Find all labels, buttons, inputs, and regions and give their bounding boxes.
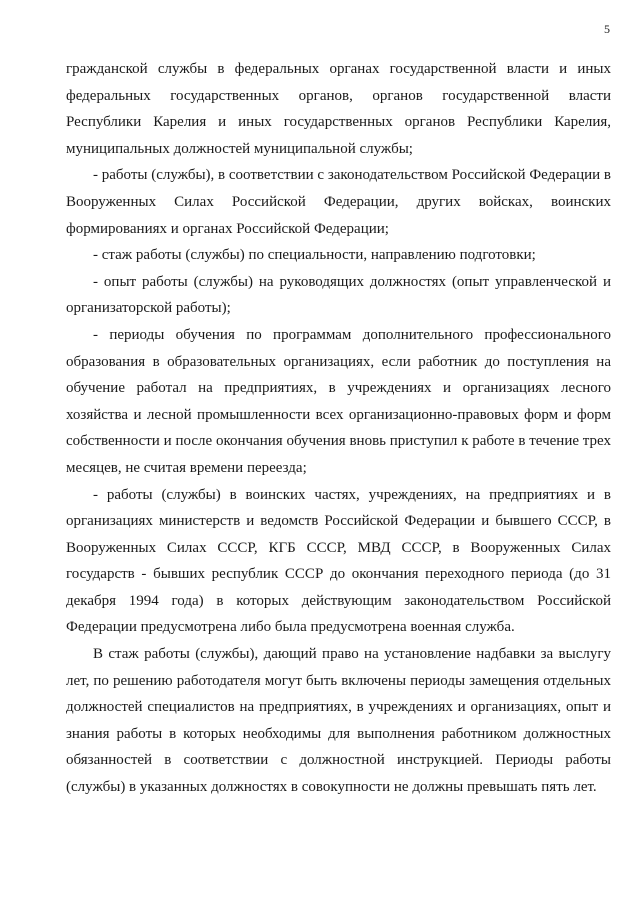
paragraph-civil-service-continuation: гражданской службы в федеральных органах государственной власти и иных федеральных государственных органов, органов государственной власти Республики Карелия и иных государственных органов Республики Карелия, муниципальных должностей муниципальной службы;: [66, 61, 611, 157]
paragraph-military-service: - работы (службы), в соответствии с законодательством Российской Федерации в Вооруженных Силах Российской Федерации, других войсках, воинских формированиях и органах Российской Федерации;: [66, 167, 611, 237]
paragraph-ussr-service: - работы (службы) в воинских частях, учреждениях, на предприятиях и в организациях министерств и ведомств Российской Федерации и бывшего СССР, в Вооруженных Силах СССР, КГБ СССР, МВД СССР, в Вооруженных Силах государств - бывших республик СССР до окончания переходного периода (до 31 декабря 1994 года) в которых действующим законодательством Российской Федерации предусмотрена либо была предусмотрена военная служба.: [66, 486, 611, 636]
document-body: [66, 56, 611, 801]
page-number: 5: [604, 22, 610, 36]
paragraph-employer-decision: В стаж работы (службы), дающий право на установление надбавки за выслугу лет, по решению работодателя могут быть включены периоды замещения отдельных должностей специалистов на предприятиях, в учреждениях и организациях, опыт и знания работы в которых необходимы для выполнения работником должностных обязанностей в соответствии с должностной инструкцией. Периоды работы (службы) в указанных должностях в совокупности не должны превышать пять лет.: [66, 646, 611, 796]
paragraph-specialty-experience: - стаж работы (службы) по специальности, направлению подготовки;: [93, 247, 536, 264]
paragraph-management-experience: - опыт работы (службы) на руководящих должностях (опыт управленческой и организаторской работы);: [66, 273, 611, 317]
paragraph-training-periods: - периоды обучения по программам дополнительного профессионального образования в образовательных организациях, если работник до поступления на обучение работал на предприятиях, в учреждениях и организациях лесного хозяйства и лесной промышленности всех организационно-правовых форм и форм собственности и после окончания обучения вновь приступил к работе в течение трех месяцев, не считая времени переезда;: [66, 326, 611, 476]
